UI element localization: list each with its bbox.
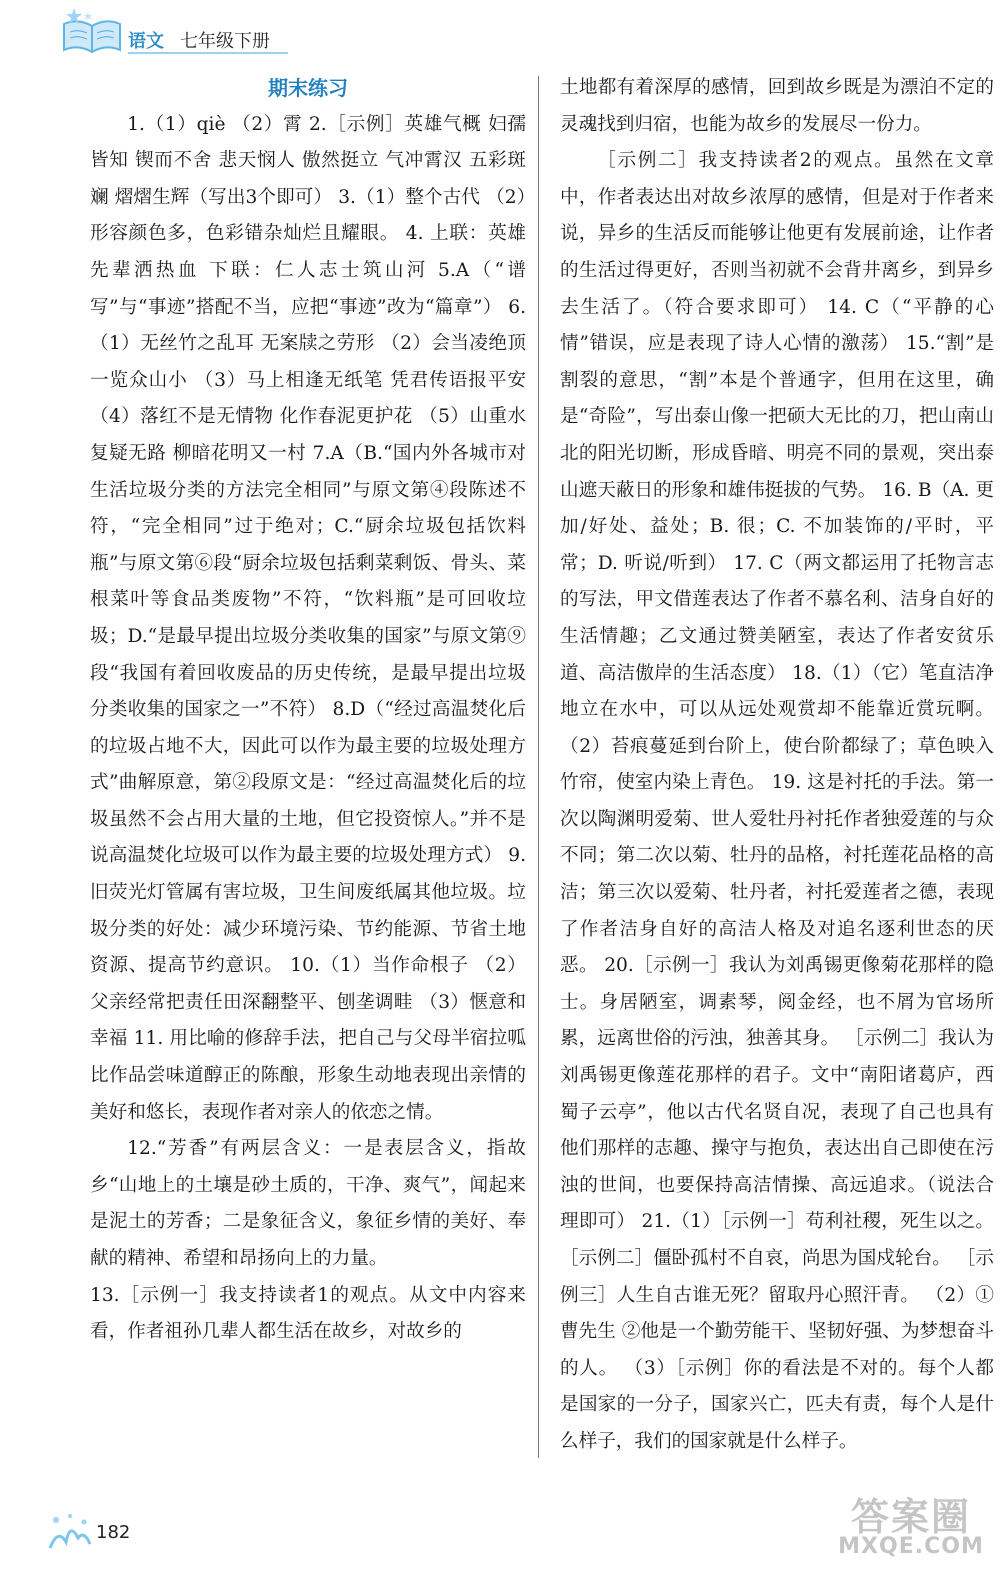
splash-decoration-icon bbox=[44, 1508, 96, 1556]
section-title: 期末练习 bbox=[268, 76, 348, 100]
header-rule bbox=[128, 52, 288, 54]
answer-paragraph: 12.“芳香”有两层含义：一是表层含义，指故乡“山地上的土壤是砂土质的，干净、爽气”，闻起来是泥土的芳香；二是象征含义，象征乡情的美好、奉献的精神、希望和昂扬向上的力量。 bbox=[90, 1138, 526, 1269]
answer-paragraph: 1.（1）qiè （2）霄 2.［示例］英雄气概 妇孺皆知 锲而不舍 悲天悯人 傲然挺立 气冲霄汉 五彩斑斓 熠熠生辉（写出3个即可） 3.（1）整个古代 （2）形容颜色多，色彩错杂灿烂且耀眼。 4. 上联：英雄先辈洒热血 下联：仁人志士筑山河 5.A（“谱写”与“事迹”搭配不当，应把“事迹”改为“篇章”） 6.（1）无丝竹之乱耳 无案牍之劳形 （2）会当凌绝顶 一览众山小 （3）马上相逢无纸笔 凭君传语报平安 （4）落红不是无情物 化作春泥更护花 （5）山重水复疑无路 柳暗花明又一村 7.A（B.“国内外各城市对生活垃圾分类的方法完全相同”与原文第④段陈述不符，“完全相同”过于绝对；C.“厨余垃圾包括饮料瓶”与原文第⑥段“厨余垃圾包括剩菜剩饭、骨头、菜根菜叶等食品类废物”不符，“饮料瓶”是可回收垃圾；D.“是最早提出垃圾分类收集的国家”与原文第⑨段“我国有着回收废品的历史传统，是最早提出垃圾分类收集的国家之一”不符） 8.D（“经过高温焚化后的垃圾占地不大，因此可以作为最主要的垃圾处理方式”曲解原意，第②段原文是：“经过高温焚化后的垃圾虽然不会占用大量的土地，但它投资惊人。”并不是说高温焚化垃圾可以作为最主要的垃圾处理方式） 9. 旧荧光灯管属有害垃圾，卫生间废纸属其他垃圾。垃圾分类的好处：减少环境污染、节约能源、节省土地资源、提高节约意识。 10.（1）当作命根子 （2）父亲经常把责任田深翻整平、刨垄调畦 （3）惬意和幸福 11. 用比喻的修辞手法，把自己与父母半宿拉呱比作品尝味道醇正的陈酿，形象生动地表现出亲情的美好和悠长，表现作者对亲人的依恋之情。 bbox=[90, 113, 526, 1123]
watermark-title: 答案圈 bbox=[850, 1495, 971, 1539]
column-divider bbox=[538, 76, 539, 1458]
right-column bbox=[560, 70, 994, 1461]
grade-label: 七年级下册 bbox=[180, 31, 270, 52]
watermark-domain: MXQE.COM bbox=[838, 1534, 984, 1559]
watermark-logo bbox=[836, 1486, 986, 1566]
left-column bbox=[90, 70, 526, 1351]
answer-paragraph: 13.［示例一］我支持读者1的观点。从文中内容来看，作者祖孙几辈人都生活在故乡，对故乡的 bbox=[90, 1284, 526, 1343]
answer-paragraph: 土地都有着深厚的感情，回到故乡既是为漂泊不定的灵魂找到归宿，也能为故乡的发展尽一份力。 bbox=[560, 77, 994, 135]
page-header bbox=[0, 0, 1000, 62]
book-logo-icon bbox=[60, 6, 124, 56]
page-number: 182 bbox=[96, 1522, 131, 1543]
answer-paragraph: ［示例二］我支持读者2的观点。虽然在文章中，作者表达出对故乡浓厚的感情，但是对于作者来说，异乡的生活反而能够让他更有发展前途，让作者的生活过得更好，否则当初就不会背井离乡，到异乡去生活了。（符合要求即可） 14. C（“平静的心情”错误，应是表现了诗人心情的激荡） 15.“割”是割裂的意思，“割”本是个普通字，但用在这里，确是“奇险”，写出泰山像一把硕大无比的刀，把山南山北的阳光切断，形成昏暗、明亮不同的景观，突出泰山遮天蔽日的形象和雄伟挺拔的气势。 16. B（A. 更加/好处、益处；B. 很；C. 不加装饰的/平时，平常；D. 听说/听到） 17. C（两文都运用了托物言志的写法，甲文借莲表达了作者不慕名利、洁身自好的生活情趣；乙文通过赞美陋室，表达了作者安贫乐道、高洁傲岸的生活态度） 18.（1）（它）笔直洁净地立在水中，可以从远处观赏却不能靠近赏玩啊。（2）苔痕蔓延到台阶上，使台阶都绿了；草色映入竹帘，使室内染上青色。 19. 这是衬托的手法。第一次以陶渊明爱菊、世人爱牡丹衬托作者独爱莲的与众不同；第二次以菊、牡丹的品格，衬托莲花品格的高洁；第三次以爱菊、牡丹者，衬托爱莲者之德，表现了作者洁身自好的高洁人格及对追名逐利世态的厌恶。 20.［示例一］我认为刘禹锡更像菊花那样的隐士。身居陋室，调素琴，阅金经，也不屑为官场所累，远离世俗的污浊，独善其身。 ［示例二］我认为刘禹锡更像莲花那样的君子。文中“南阳诸葛庐，西蜀子云亭”，他以古代名贤自况，表现了自己也具有他们那样的志趣、操守与抱负，表达出自己即使在污浊的世间，也要保持高洁情操、高远追求。（说法合理即可） 21.（1）［示例一］苟利社稷，死生以之。 ［示例二］僵卧孤村不自哀，尚思为国戍轮台。 ［示例三］人生自古谁无死？留取丹心照汗青。 （2）①曹先生 ②他是一个勤劳能干、坚韧好强、为梦想奋斗的人。 （3）［示例］你的看法是不对的。每个人都是国家的一分子，国家兴亡，匹夫有责，每个人是什么样子，我们的国家就是什么样子。 bbox=[560, 150, 994, 1452]
subject-label: 语文 bbox=[128, 31, 164, 52]
